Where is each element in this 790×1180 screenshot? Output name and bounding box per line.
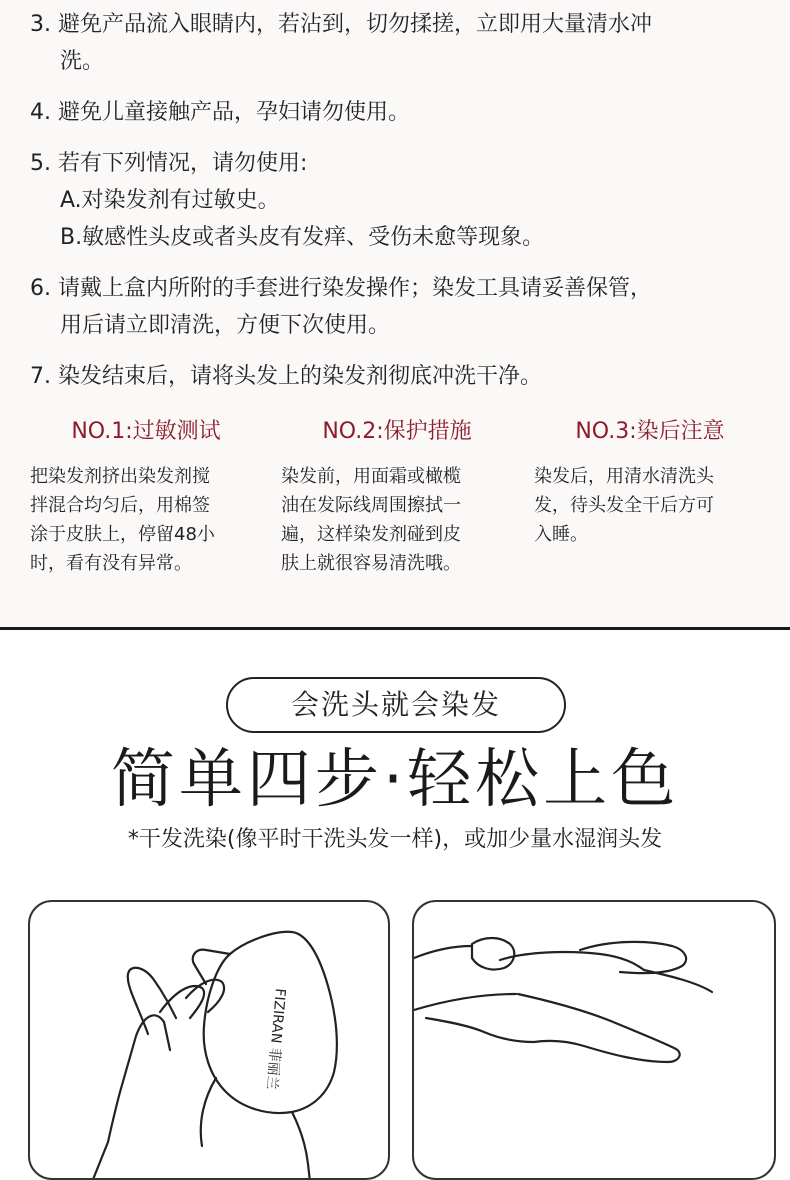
tip-after-care [534,412,766,549]
tip-line: 涂于皮肤上，停留48小 [30,524,215,545]
section-divider [0,627,790,630]
bottle-cap [193,950,230,984]
hands-pressing-icon [414,902,776,1180]
step-illustration-hands [412,900,776,1180]
tip-line: 入睡。 [534,524,588,545]
warning-list [30,6,770,409]
step-illustration-glove [28,900,390,1180]
glove-outline [92,1015,170,1180]
tip-allergy-test [30,412,262,578]
warning-line: 5. 若有下列情况，请勿使用: [30,151,308,176]
hand-top [500,952,644,970]
glove-and-bottle-icon [30,902,390,1180]
thumb [472,938,514,970]
upper-arm [414,946,472,958]
slogan-pill: 会洗头就会染发 [226,677,566,733]
glove-finger [160,986,204,1018]
warning-line: 用后请立即清洗，方便下次使用。 [60,313,391,338]
finger-lower [644,970,712,992]
warning-line: A.对染发剂有过敏史。 [60,188,280,213]
bottle-brand-label: FIZIRAN 菲丽兰 [263,987,288,1091]
tip-line: 遍，这样染发剂碰到皮 [281,524,461,545]
warning-item-7 [30,358,770,395]
tip-text [281,462,513,578]
tip-line: 时，看有没有异常。 [30,553,192,574]
tip-title: NO.3:染后注意 [575,419,725,444]
finger [580,942,686,973]
tip-protection [281,412,513,578]
usage-note: *干发洗染(像平时干洗头发一样)，或加少量水湿润头发 [127,827,663,852]
warning-item-6 [30,270,770,344]
tip-line: 把染发剂挤出染发剂搅 [30,466,210,487]
bottle-neck [292,1112,310,1180]
warning-line: 7. 染发结束后，请将头发上的染发剂彻底冲洗干净。 [30,364,542,389]
tip-title: NO.2:保护措施 [322,419,472,444]
tip-line: 发，待头发全干后方可 [534,495,714,516]
glove-edge [201,1078,216,1146]
page-headline: 简单四步·轻松上色 [110,743,680,817]
lower-arm [426,1018,534,1042]
warning-item-5 [30,145,770,256]
warning-line: 6. 请戴上盒内所附的手套进行染发操作；染发工具请妥善保管， [30,276,652,301]
warning-line: B.敏感性头皮或者头皮有发痒、受伤未愈等现象。 [60,225,545,250]
arm-outline [414,994,516,1010]
tip-line: 染发后，用清水清洗头 [534,466,714,487]
tip-line: 肤上就很容易清洗哦。 [281,553,461,574]
warning-item-3 [30,6,770,80]
glove-finger [186,980,224,1012]
warning-line: 3. 避免产品流入眼睛内，若沾到，切勿揉搓，立即用大量清水冲 [30,12,652,37]
tip-text [30,462,262,578]
tips-columns [0,412,790,592]
tip-line: 油在发际线周围擦拭一 [281,495,461,516]
warning-line: 洗。 [60,49,105,74]
warning-line: 4. 避免儿童接触产品，孕妇请勿使用。 [30,100,410,125]
tip-line: 染发前，用面霜或橄榄 [281,466,461,487]
tip-line: 拌混合均匀后，用棉签 [30,495,210,516]
warning-item-4 [30,94,770,131]
tip-text [534,462,766,549]
tip-title: NO.1:过敏测试 [71,419,221,444]
lower-hand [518,994,680,1062]
